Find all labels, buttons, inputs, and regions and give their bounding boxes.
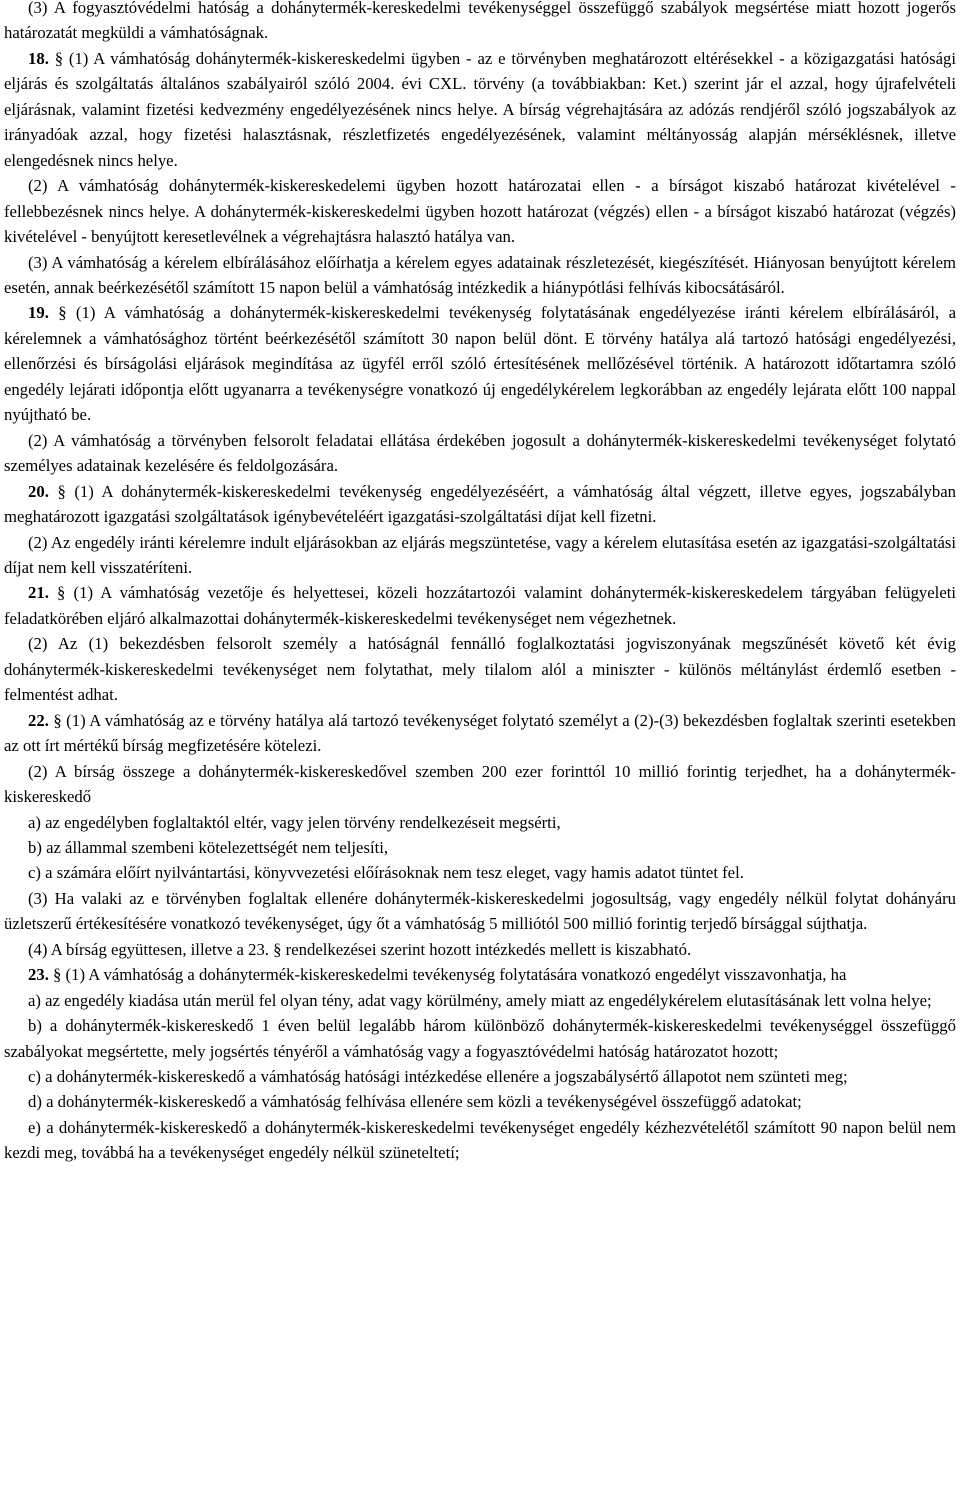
section-number: 21.: [28, 583, 49, 603]
paragraph-text: a) az engedély kiadása után merül fel olyan tény, adat vagy körülmény, amely miatt az engedélykérelem elutasításának lett volna helye;: [28, 990, 932, 1010]
paragraph-text: (2) A vámhatóság dohánytermék-kiskereskedelemi ügyben hozott határozatai ellen - a bírságot kiszabó határozat kivételével - fellebbezésnek nincs helye. A dohánytermék-kiskereskedelmi ügyben hozott határozat (végzés) ellen - a bírságot kiszabó határozat (végzés) kivételével - benyújtott keresetlevélnek a végrehajtásra halasztó hatálya van.: [4, 176, 956, 247]
section-number: 23.: [28, 965, 49, 985]
paragraph-text: (2) A vámhatóság a törvényben felsorolt feladatai ellátása érdekében jogosult a dohánytermék-kiskereskedelmi tevékenységet folytató személyes adatainak kezelésére és feldolgozására.: [4, 430, 956, 476]
list-item-22-2-a: [4, 810, 956, 835]
paragraph-text: (3) A fogyasztóvédelmi hatóság a dohánytermék-kereskedelmi tevékenységgel összefüggő szabályok megsértése miatt hozott jogerős határozatát megküldi a vámhatóságnak.: [4, 0, 956, 43]
list-item-22-2-b: [4, 835, 956, 860]
paragraph-section-22-1: [4, 708, 956, 759]
paragraph-text: (4) A bírság együttesen, illetve a 23. § rendelkezései szerint hozott intézkedés mellett is kiszabható.: [28, 939, 692, 959]
paragraph-text: § (1) A vámhatóság vezetője és helyettesei, közeli hozzátartozói valamint dohánytermék-kiskereskedelem tárgyában felügyeleti feladatkörében eljáró alkalmazottai dohánytermék-kiskereskedelmi tevékenységet nem végezhetnek.: [4, 583, 956, 628]
paragraph-text: § (1) A vámhatóság a dohánytermék-kiskereskedelmi tevékenység folytatására vonatkozó engedélyt visszavonhatja, ha: [48, 965, 847, 985]
paragraph-text: b) az állammal szembeni kötelezettségét nem teljesíti,: [28, 837, 389, 857]
paragraph-text: c) a dohánytermék-kiskereskedő a vámhatóság hatósági intézkedése ellenére a jogszabálysértő állapotot nem szünteti meg;: [28, 1067, 848, 1087]
section-number: 22.: [28, 710, 49, 730]
paragraph-text: a) az engedélyben foglaltaktól eltér, vagy jelen törvény rendelkezéseit megsérti,: [28, 812, 561, 832]
paragraph-fogyasztovedelmi: [4, 0, 956, 46]
list-item-23-1-c: [4, 1064, 956, 1089]
paragraph-text: (2) Az (1) bekezdésben felsorolt személy a hatóságnál fennálló foglalkoztatási jogviszonyának megszűnését követő két évig dohánytermék-kiskereskedelmi tevékenységet nem folytathat, mely tilalom alól a miniszter - különös méltánylást érdemlő esetben - felmentést adhat.: [4, 634, 956, 705]
paragraph-text: (3) Ha valaki az e törvényben foglaltak ellenére dohánytermék-kiskereskedelmi jogosultság, vagy engedély nélkül folytat dohányáru üzletszerű értékesítésére vonatkozó tevékenységet, úgy őt a vámhatóság 5 milliótól 500 millió forintig terjedő bírsággal sújthatja.: [4, 888, 956, 934]
paragraph-text: (3) A vámhatóság a kérelem elbírálásához előírhatja a kérelem egyes adatainak részletezését, kiegészítését. Hiányosan benyújtott kérelem esetén, annak beérkezésétől számított 15 napon belül a vámhatóság intézkedik a hiánypótlási felhívás kibocsátásáról.: [4, 252, 956, 297]
paragraph-text: d) a dohánytermék-kiskereskedő a vámhatóság felhívása ellenére sem közli a tevékenységével összefüggő adatokat;: [28, 1092, 802, 1112]
paragraph-text: c) a számára előírt nyilvántartási, könyvvezetési előírásoknak nem tesz eleget, vagy hamis adatot tüntet fel.: [28, 863, 744, 883]
paragraph-section-21-2: [4, 631, 956, 707]
section-number: 20.: [28, 481, 49, 501]
list-item-23-1-e: [4, 1115, 956, 1166]
paragraph-text: (2) A bírság összege a dohánytermék-kiskereskedővel szemben 200 ezer forinttól 10 millió forintig terjedhet, ha a dohánytermék-kiskereskedő: [4, 761, 956, 807]
list-item-23-1-b: [4, 1013, 956, 1064]
paragraph-section-20-1: [4, 479, 956, 530]
paragraph-section-22-4: [4, 937, 956, 962]
paragraph-text: (2) Az engedély iránti kérelemre indult eljárásokban az eljárás megszüntetése, vagy a kérelem elutasítása esetén az igazgatási-szolgáltatási díjat nem kell visszatéríteni.: [4, 532, 956, 577]
paragraph-section-20-2: [4, 530, 956, 581]
list-item-23-1-a: [4, 988, 956, 1013]
paragraph-section-22-3: [4, 886, 956, 937]
paragraph-section-21-1: [4, 580, 956, 631]
paragraph-section-22-2: [4, 759, 956, 810]
section-number: 18.: [28, 48, 49, 68]
paragraph-text: e) a dohánytermék-kiskereskedő a dohánytermék-kiskereskedelmi tevékenységet engedély kézhezvételétől számított 90 napon belül nem kezdi meg, továbbá ha a tevékenységet engedély nélkül szüneteltetí;: [4, 1117, 956, 1163]
section-number: 19.: [28, 303, 49, 323]
paragraph-section-19-1: [4, 300, 956, 427]
paragraph-text: § (1) A vámhatóság dohánytermék-kiskereskedelmi ügyben - az e törvényben meghatározott eltérésekkel - a közigazgatási hatósági eljárás és szolgáltatás általános szabályairól szóló 2004. évi CXL. törvény (a továbbiakban: Ket.) szerint jár el azzal, hogy újrafelvételi eljárásnak, valamint fizetési kedvezmény engedélyezésének nincs helye. A bírság végrehajtására az adózás rendjéről szóló jogszabályok az irányadóak azzal, hogy fizetési halasztásnak, részletfizetés engedélyezésének, valamint méltányosság alapján mérséklésnek, illetve elengedésnek nincs helye.: [4, 48, 956, 170]
paragraph-section-18-3: [4, 250, 956, 301]
paragraph-text: § (1) A vámhatóság az e törvény hatálya alá tartozó tevékenységet folytató személyt a (2)-(3) bekezdésben foglaltak szerinti esetekben az ott írt mértékű bírság megfizetésére kötelezi.: [4, 710, 956, 756]
paragraph-text: § (1) A dohánytermék-kiskereskedelmi tevékenység engedélyezéséért, a vámhatóság által végzett, illetve egyes, jogszabályban meghatározott igazgatási szolgáltatások igénybevételéért igazgatási-szolgáltatási díjat kell fizetni.: [4, 481, 956, 527]
paragraph-section-18-1: [4, 46, 956, 173]
paragraph-text: § (1) A vámhatóság a dohánytermék-kiskereskedelmi tevékenység folytatásának engedélyezése iránti kérelem elbírálásáról, a kérelemnek a vámhatósághoz történt beérkezésétől számított 30 napon belül dönt. E törvény hatálya alá tartozó hatósági engedélyezési, ellenőrzési és bírságolási eljárások megindítása az ügyfél erről szóló értesítésének mellőzésével történik. A határozott időtartamra szóló engedély lejárati időpontja előtt ugyanarra a tevékenységre vonatkozó új engedélykérelem legkorábban az engedély lejárata előtt 100 nappal nyújtható be.: [4, 303, 956, 425]
paragraph-section-18-2: [4, 173, 956, 249]
paragraph-text: b) a dohánytermék-kiskereskedő 1 éven belül legalább három különböző dohánytermék-kiskereskedelmi tevékenységgel összefüggő szabályokat megsértette, mely jogsértés tényéről a vámhatóság vagy a fogyasztóvédelmi hatóság határozatot hozott;: [4, 1016, 956, 1061]
paragraph-section-19-2: [4, 428, 956, 479]
paragraph-section-23-1: [4, 962, 956, 987]
list-item-23-1-d: [4, 1089, 956, 1114]
list-item-22-2-c: [4, 860, 956, 885]
